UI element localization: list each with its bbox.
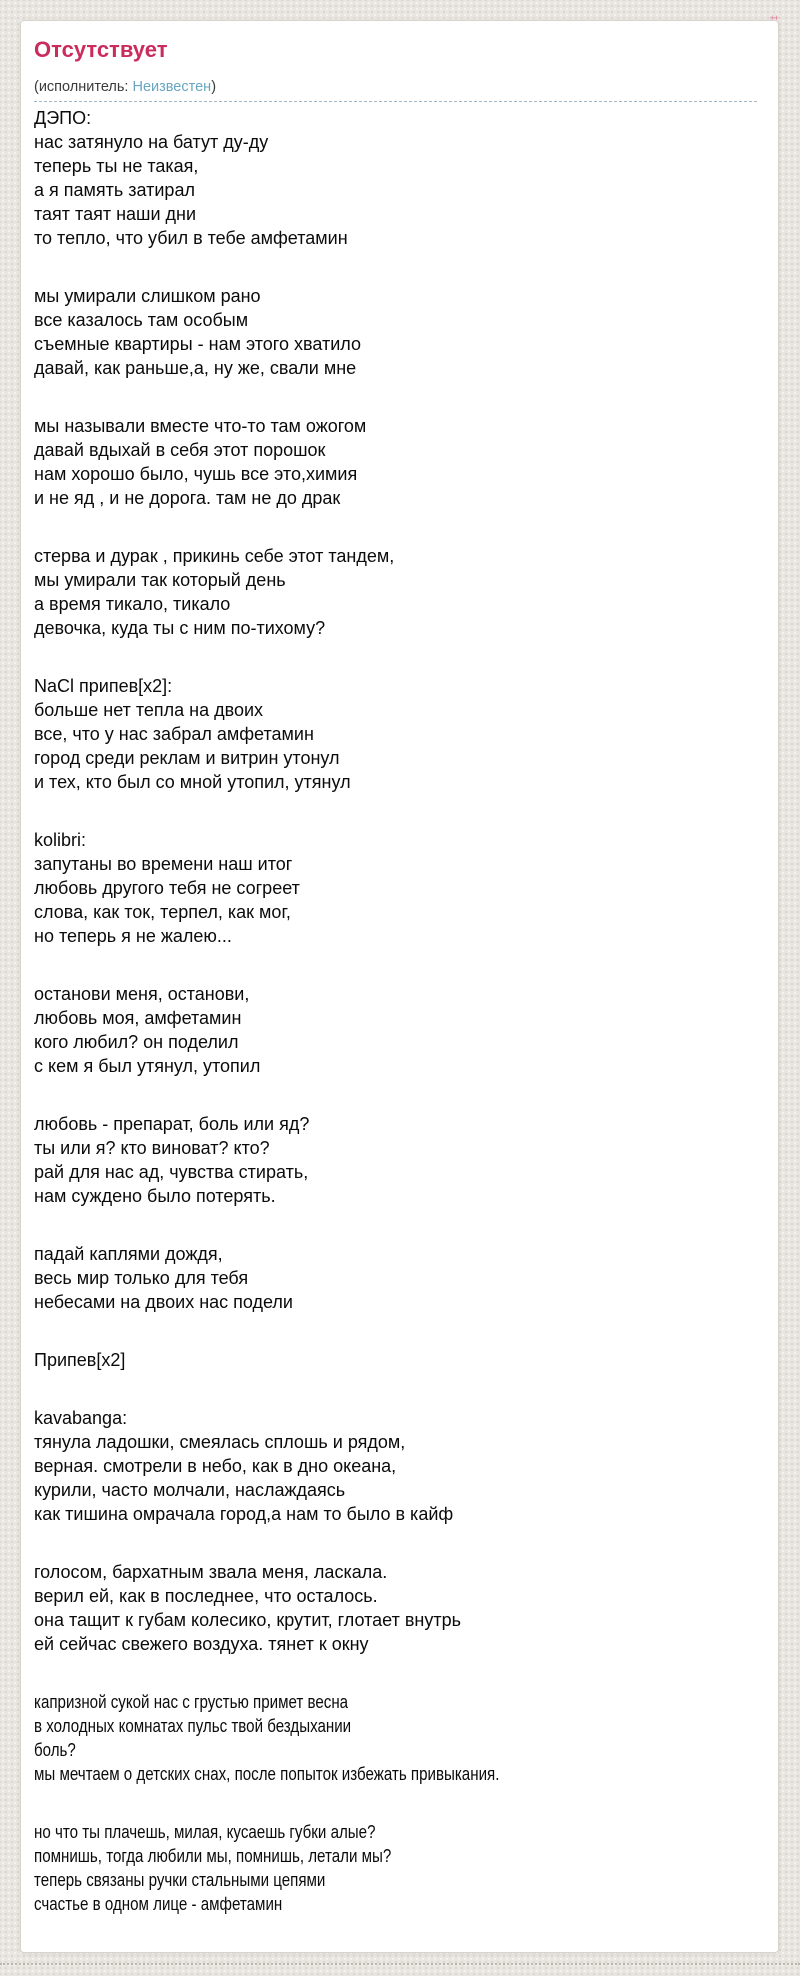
lyrics-line: все казалось там особым bbox=[34, 310, 249, 330]
lyrics-line: нам суждено было потерять. bbox=[34, 1186, 276, 1206]
lyrics-stanza bbox=[34, 1690, 641, 1786]
lyrics-text bbox=[34, 102, 757, 1916]
lyrics-line: запутаны во времени наш итог bbox=[34, 854, 293, 874]
lyrics-line: капризной сукой нас с грустью примет весна bbox=[34, 1692, 349, 1712]
lyrics-line: съемные квартиры - нам этого хватило bbox=[34, 334, 361, 354]
artist-link[interactable]: Неизвестен bbox=[132, 79, 212, 95]
lyrics-line: мы называли вместе что-то там ожогом bbox=[34, 416, 367, 436]
lyrics-line: нам хорошо было, чушь все это,химия bbox=[34, 464, 358, 484]
lyrics-line: весь мир только для тебя bbox=[34, 1268, 249, 1288]
lyrics-line: город среди реклам и витрин утонул bbox=[34, 748, 340, 768]
lyrics-stanza bbox=[34, 1820, 641, 1916]
page-title: Отсутствует bbox=[34, 37, 168, 62]
lyrics-line: и тех, кто был со мной утопил, утянул bbox=[34, 772, 351, 792]
lyrics-line: падай каплями дождя, bbox=[34, 1244, 223, 1264]
lyrics-line: теперь ты не такая, bbox=[34, 156, 199, 176]
lyrics-stanza bbox=[34, 1406, 757, 1526]
lyrics-stanza bbox=[34, 828, 757, 948]
corner-decoration: ++ bbox=[769, 13, 778, 23]
lyrics-stanza bbox=[34, 1560, 757, 1656]
lyrics-line: мы мечтаем о детских снах, после попыток избежать привыкания. bbox=[34, 1764, 500, 1784]
lyrics-line: счастье в одном лице - амфетамин bbox=[34, 1894, 283, 1914]
lyrics-line: небесами на двоих нас подели bbox=[34, 1292, 293, 1312]
lyrics-line: слова, как ток, терпел, как мог, bbox=[34, 902, 291, 922]
lyrics-stanza bbox=[34, 674, 757, 794]
artist-line bbox=[34, 78, 757, 96]
lyrics-stanza bbox=[34, 544, 757, 640]
lyrics-line: больше нет тепла на двоих bbox=[34, 700, 264, 720]
lyrics-line: а я память затирал bbox=[34, 180, 195, 200]
lyrics-line: ты или я? кто виноват? кто? bbox=[34, 1138, 270, 1158]
bottom-dotted-line bbox=[0, 1963, 800, 1965]
lyrics-line: давай вдыхай в себя этот порошок bbox=[34, 440, 326, 460]
lyrics-stanza bbox=[34, 1112, 757, 1208]
lyrics-line: таят таят наши дни bbox=[34, 204, 197, 224]
lyrics-line: голосом, бархатным звала меня, ласкала. bbox=[34, 1562, 388, 1582]
lyrics-line: тянула ладошки, смеялась сплошь и рядом, bbox=[34, 1432, 406, 1452]
lyrics-line: как тишина омрачала город,а нам то было в кайф bbox=[34, 1504, 454, 1524]
lyrics-line: с кем я был утянул, утопил bbox=[34, 1056, 261, 1076]
lyrics-line: помнишь, тогда любили мы, помнишь, летали мы? bbox=[34, 1846, 392, 1866]
lyrics-line: курили, часто молчали, наслаждаясь bbox=[34, 1480, 346, 1500]
lyrics-line: мы умирали слишком рано bbox=[34, 286, 261, 306]
artist-label: (исполнитель: bbox=[34, 79, 129, 95]
lyrics-line: давай, как раньше,а, ну же, свали мне bbox=[34, 358, 357, 378]
lyrics-line: но теперь я не жалею... bbox=[34, 926, 232, 946]
lyrics-line: любовь другого тебя не согреет bbox=[34, 878, 300, 898]
lyrics-line: нас затянуло на батут ду-ду bbox=[34, 132, 269, 152]
lyrics-stanza bbox=[34, 1348, 757, 1372]
lyrics-card bbox=[20, 13, 779, 1953]
lyrics-line: и не яд , и не дорога. там не до драк bbox=[34, 488, 341, 508]
lyrics-line: верная. смотрели в небо, как в дно океана, bbox=[34, 1456, 397, 1476]
lyrics-line: NaCl припев[x2]: bbox=[34, 676, 173, 696]
lyrics-line: любовь моя, амфетамин bbox=[34, 1008, 242, 1028]
lyrics-line: кого любил? он поделил bbox=[34, 1032, 239, 1052]
lyrics-line: а время тикало, тикало bbox=[34, 594, 231, 614]
lyrics-line: верил ей, как в последнее, что осталось. bbox=[34, 1586, 378, 1606]
lyrics-line: то тепло, что убил в тебе амфетамин bbox=[34, 228, 348, 248]
lyrics-line: останови меня, останови, bbox=[34, 984, 250, 1004]
lyrics-line: стерва и дурак , прикинь себе этот тандем, bbox=[34, 546, 395, 566]
lyrics-line: kolibri: bbox=[34, 830, 87, 850]
lyrics-line: боль? bbox=[34, 1740, 76, 1760]
lyrics-line: в холодных комнатах пульс твой бездыхании bbox=[34, 1716, 352, 1736]
lyrics-line: девочка, куда ты с ним по-тихому? bbox=[34, 618, 326, 638]
lyrics-line: kavabanga: bbox=[34, 1408, 128, 1428]
lyrics-line: мы умирали так который день bbox=[34, 570, 286, 590]
artist-closing-paren: ) bbox=[211, 79, 217, 95]
lyrics-line: но что ты плачешь, милая, кусаешь губки алые? bbox=[34, 1822, 376, 1842]
lyrics-line: теперь связаны ручки стальными цепями bbox=[34, 1870, 326, 1890]
lyrics-line: рай для нас ад, чувства стирать, bbox=[34, 1162, 309, 1182]
lyrics-line: все, что у нас забрал амфетамин bbox=[34, 724, 314, 744]
lyrics-stanza bbox=[34, 414, 757, 510]
lyrics-line: ей сейчас свежего воздуха. тянет к окну bbox=[34, 1634, 369, 1654]
lyrics-line: она тащит к губам колесико, крутит, глотает внутрь bbox=[34, 1610, 461, 1630]
lyrics-stanza bbox=[34, 106, 757, 250]
lyrics-stanza bbox=[34, 982, 757, 1078]
lyrics-stanza bbox=[34, 1242, 757, 1314]
lyrics-line: любовь - препарат, боль или яд? bbox=[34, 1114, 310, 1134]
lyrics-line: Припев[x2] bbox=[34, 1350, 126, 1370]
lyrics-line: ДЭПО: bbox=[34, 108, 92, 128]
lyrics-stanza bbox=[34, 284, 757, 380]
